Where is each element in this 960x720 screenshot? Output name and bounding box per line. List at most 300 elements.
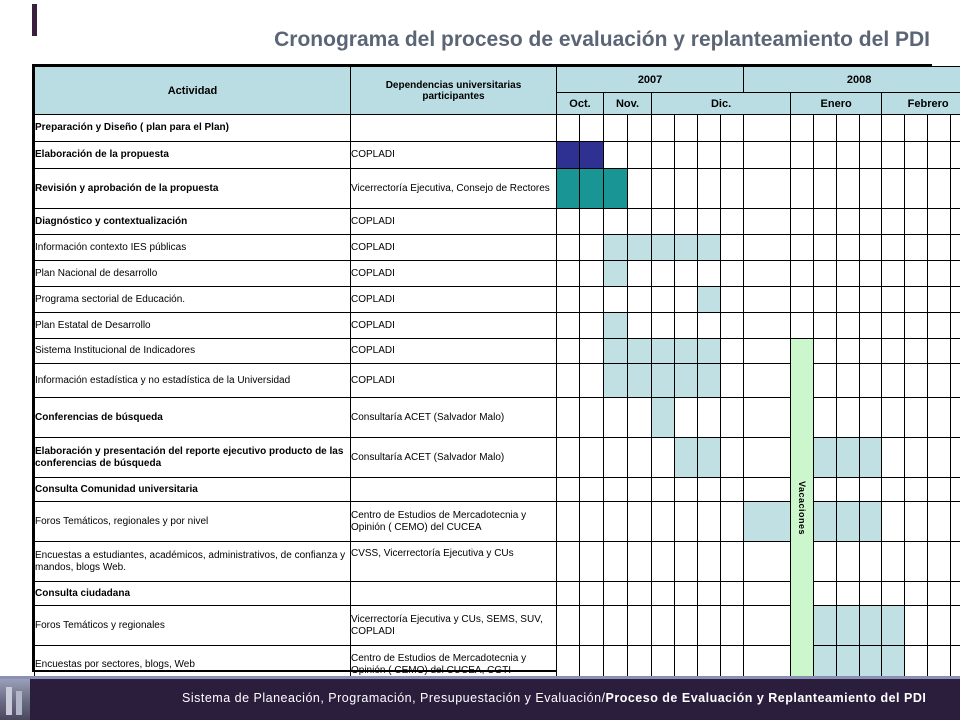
week-cell <box>628 115 652 142</box>
week-cell <box>698 582 721 606</box>
row-activity: Plan Nacional de desarrollo <box>35 261 351 287</box>
week-cell <box>928 169 951 209</box>
schedule-bar <box>557 142 580 169</box>
week-cell <box>928 438 951 478</box>
row-dependency: Consultaría ACET (Salvador Malo) <box>351 398 557 438</box>
week-cell <box>814 364 837 398</box>
week-cell <box>675 398 698 438</box>
row-activity: Consulta Comunidad universitaria <box>35 478 351 502</box>
schedule-bar <box>652 364 675 398</box>
week-cell <box>860 398 882 438</box>
row-activity: Foros Temáticos, regionales y por nivel <box>35 502 351 542</box>
week-cell <box>675 115 698 142</box>
row-dependency: COPLADI <box>351 235 557 261</box>
week-cell <box>628 606 652 646</box>
week-cell <box>698 261 721 287</box>
week-cell <box>721 235 744 261</box>
schedule-bar <box>882 606 905 646</box>
row-activity: Información contexto IES públicas <box>35 235 351 261</box>
week-cell <box>628 169 652 209</box>
week-cell <box>604 542 628 582</box>
row-activity: Preparación y Diseño ( plan para el Plan) <box>35 115 351 142</box>
schedule-bar <box>652 339 675 364</box>
header-month-enero: Enero <box>791 93 882 115</box>
schedule-bar <box>557 169 580 209</box>
week-cell <box>675 582 698 606</box>
row-activity: Sistema Institucional de Indicadores <box>35 339 351 364</box>
week-cell <box>744 542 791 582</box>
week-cell <box>604 438 628 478</box>
week-cell <box>628 287 652 313</box>
week-cell <box>951 364 960 398</box>
row-dependency: COPLADI <box>351 313 557 339</box>
week-cell <box>580 478 604 502</box>
schedule-bar <box>698 287 721 313</box>
week-cell <box>698 478 721 502</box>
week-cell <box>721 398 744 438</box>
schedule-bar <box>698 438 721 478</box>
week-cell <box>814 582 837 606</box>
week-cell <box>814 169 837 209</box>
week-cell <box>604 478 628 502</box>
week-cell <box>928 364 951 398</box>
week-cell <box>837 542 860 582</box>
week-cell <box>837 209 860 235</box>
week-cell <box>698 542 721 582</box>
week-cell <box>628 261 652 287</box>
week-cell <box>951 142 960 169</box>
week-cell <box>580 438 604 478</box>
week-cell <box>951 398 960 438</box>
building-photo <box>0 679 30 720</box>
week-cell <box>744 339 791 364</box>
week-cell <box>905 502 928 542</box>
row-dependency: COPLADI <box>351 364 557 398</box>
week-cell <box>604 502 628 542</box>
week-cell <box>928 287 951 313</box>
week-cell <box>928 313 951 339</box>
header-month-nov: Nov. <box>604 93 652 115</box>
row-activity: Foros Temáticos y regionales <box>35 606 351 646</box>
week-cell <box>628 398 652 438</box>
week-cell <box>860 478 882 502</box>
week-cell <box>905 142 928 169</box>
week-cell <box>905 169 928 209</box>
week-cell <box>628 313 652 339</box>
week-cell <box>837 339 860 364</box>
week-cell <box>721 287 744 313</box>
week-cell <box>628 209 652 235</box>
week-cell <box>698 313 721 339</box>
row-dependency: COPLADI <box>351 287 557 313</box>
week-cell <box>652 502 675 542</box>
week-cell <box>675 542 698 582</box>
week-cell <box>951 339 960 364</box>
row-activity: Encuestas a estudiantes, académicos, administrativos, de confianza y mandos, blogs Web. <box>35 542 351 582</box>
week-cell <box>882 209 905 235</box>
week-cell <box>837 142 860 169</box>
week-cell <box>882 542 905 582</box>
schedule-bar <box>860 502 882 542</box>
week-cell <box>721 261 744 287</box>
week-cell <box>951 115 960 142</box>
week-cell <box>557 313 580 339</box>
header-dependencies: Dependencias universitarias participantes <box>351 67 557 115</box>
week-cell <box>721 142 744 169</box>
week-cell <box>905 542 928 582</box>
header-year-2008: 2008 <box>744 67 960 93</box>
week-cell <box>860 169 882 209</box>
week-cell <box>721 438 744 478</box>
week-cell <box>791 169 814 209</box>
footer-text <box>182 691 926 705</box>
week-cell <box>951 235 960 261</box>
week-cell <box>951 542 960 582</box>
schedule-bar <box>652 398 675 438</box>
week-cell <box>721 542 744 582</box>
week-cell <box>928 261 951 287</box>
week-cell <box>860 209 882 235</box>
week-cell <box>698 606 721 646</box>
row-dependency: COPLADI <box>351 142 557 169</box>
week-cell <box>814 398 837 438</box>
week-cell <box>791 209 814 235</box>
week-cell <box>882 261 905 287</box>
week-cell <box>951 502 960 542</box>
row-activity: Información estadística y no estadística de la Universidad <box>35 364 351 398</box>
week-cell <box>675 313 698 339</box>
week-cell <box>557 438 580 478</box>
week-cell <box>905 364 928 398</box>
week-cell <box>628 142 652 169</box>
week-cell <box>882 582 905 606</box>
week-cell <box>928 209 951 235</box>
week-cell <box>557 287 580 313</box>
week-cell <box>675 142 698 169</box>
schedule-bar <box>698 339 721 364</box>
schedule-bar <box>604 169 628 209</box>
week-cell <box>905 582 928 606</box>
week-cell <box>721 209 744 235</box>
week-cell <box>698 398 721 438</box>
row-dependency <box>351 115 557 142</box>
row-activity: Programa sectorial de Educación. <box>35 287 351 313</box>
row-dependency: Vicerrectoría Ejecutiva y CUs, SEMS, SUV, COPLADI <box>351 606 557 646</box>
week-cell <box>557 339 580 364</box>
week-cell <box>675 502 698 542</box>
week-cell <box>928 582 951 606</box>
week-cell <box>652 287 675 313</box>
row-activity: Revisión y aprobación de la propuesta <box>35 169 351 209</box>
week-cell <box>928 398 951 438</box>
schedule-bar <box>604 261 628 287</box>
week-cell <box>905 115 928 142</box>
week-cell <box>628 502 652 542</box>
week-cell <box>791 235 814 261</box>
row-activity: Consulta ciudadana <box>35 582 351 606</box>
schedule-bar <box>580 142 604 169</box>
week-cell <box>928 542 951 582</box>
week-cell <box>837 398 860 438</box>
schedule-bar <box>814 502 837 542</box>
week-cell <box>744 364 791 398</box>
week-cell <box>580 287 604 313</box>
week-cell <box>882 287 905 313</box>
week-cell <box>905 339 928 364</box>
week-cell <box>604 606 628 646</box>
week-cell <box>951 261 960 287</box>
vacation-label: Vacaciones <box>797 481 808 536</box>
week-cell <box>604 115 628 142</box>
week-cell <box>860 542 882 582</box>
schedule-bar <box>628 364 652 398</box>
week-cell <box>604 582 628 606</box>
schedule-bar <box>698 364 721 398</box>
week-cell <box>791 313 814 339</box>
week-cell <box>882 478 905 502</box>
week-cell <box>905 478 928 502</box>
week-cell <box>628 582 652 606</box>
week-cell <box>928 606 951 646</box>
header-activity: Actividad <box>35 67 351 115</box>
week-cell <box>860 364 882 398</box>
week-cell <box>882 235 905 261</box>
week-cell <box>721 169 744 209</box>
week-cell <box>860 339 882 364</box>
week-cell <box>837 364 860 398</box>
schedule-bar <box>604 339 628 364</box>
schedule-bar <box>698 235 721 261</box>
week-cell <box>882 169 905 209</box>
week-cell <box>860 261 882 287</box>
schedule-bar <box>837 502 860 542</box>
week-cell <box>928 142 951 169</box>
week-cell <box>652 261 675 287</box>
week-cell <box>557 261 580 287</box>
schedule-bar <box>604 313 628 339</box>
week-cell <box>814 339 837 364</box>
week-cell <box>951 438 960 478</box>
week-cell <box>580 364 604 398</box>
week-cell <box>860 313 882 339</box>
week-cell <box>814 209 837 235</box>
week-cell <box>837 313 860 339</box>
week-cell <box>698 142 721 169</box>
row-dependency: COPLADI <box>351 261 557 287</box>
week-cell <box>675 287 698 313</box>
week-cell <box>837 287 860 313</box>
week-cell <box>837 115 860 142</box>
week-cell <box>814 287 837 313</box>
week-cell <box>580 398 604 438</box>
week-cell <box>580 339 604 364</box>
schedule-bar <box>675 364 698 398</box>
week-cell <box>675 261 698 287</box>
week-cell <box>860 582 882 606</box>
week-cell <box>791 115 814 142</box>
footer-text-bold: Proceso de Evaluación y Replanteamiento del PDI <box>605 691 927 705</box>
week-cell <box>882 142 905 169</box>
schedule-bar <box>814 606 837 646</box>
week-cell <box>744 115 791 142</box>
schedule-bar <box>837 606 860 646</box>
week-cell <box>744 142 791 169</box>
row-dependency: Vicerrectoría Ejecutiva, Consejo de Rectores <box>351 169 557 209</box>
week-cell <box>628 438 652 478</box>
week-cell <box>951 606 960 646</box>
week-cell <box>744 287 791 313</box>
row-dependency: Centro de Estudios de Mercadotecnia y Opinión ( CEMO) del CUCEA <box>351 502 557 542</box>
week-cell <box>652 115 675 142</box>
week-cell <box>721 364 744 398</box>
week-cell <box>604 398 628 438</box>
week-cell <box>860 235 882 261</box>
week-cell <box>837 169 860 209</box>
week-cell <box>604 209 628 235</box>
week-cell <box>882 115 905 142</box>
week-cell <box>928 339 951 364</box>
week-cell <box>652 313 675 339</box>
week-cell <box>814 542 837 582</box>
week-cell <box>882 502 905 542</box>
week-cell <box>557 398 580 438</box>
week-cell <box>744 313 791 339</box>
week-cell <box>652 478 675 502</box>
schedule-bar <box>814 438 837 478</box>
week-cell <box>951 169 960 209</box>
week-cell <box>860 287 882 313</box>
week-cell <box>905 287 928 313</box>
footer-bar <box>0 676 960 720</box>
week-cell <box>675 606 698 646</box>
week-cell <box>580 235 604 261</box>
week-cell <box>721 115 744 142</box>
week-cell <box>928 502 951 542</box>
week-cell <box>652 582 675 606</box>
week-cell <box>652 438 675 478</box>
week-cell <box>652 606 675 646</box>
schedule-bar <box>675 339 698 364</box>
week-cell <box>557 606 580 646</box>
week-cell <box>814 142 837 169</box>
week-cell <box>905 261 928 287</box>
vacation-block <box>791 339 814 684</box>
header-month-febrero: Febrero <box>882 93 960 115</box>
footer-text-normal: Sistema de Planeación, Programación, Presupuestación y Evaluación/ <box>182 691 606 705</box>
week-cell <box>951 478 960 502</box>
week-cell <box>905 235 928 261</box>
week-cell <box>580 115 604 142</box>
week-cell <box>675 478 698 502</box>
week-cell <box>814 115 837 142</box>
week-cell <box>580 582 604 606</box>
week-cell <box>744 398 791 438</box>
schedule-bar <box>628 339 652 364</box>
week-cell <box>628 542 652 582</box>
row-dependency: CVSS, Vicerrectoría Ejecutiva y CUs <box>351 542 557 582</box>
week-cell <box>905 209 928 235</box>
week-cell <box>791 287 814 313</box>
row-activity: Encuestas por sectores, blogs, Web <box>35 646 351 684</box>
week-cell <box>882 438 905 478</box>
week-cell <box>860 142 882 169</box>
schedule-bar <box>837 438 860 478</box>
week-cell <box>628 478 652 502</box>
week-cell <box>580 542 604 582</box>
schedule-bar <box>860 438 882 478</box>
week-cell <box>837 261 860 287</box>
week-cell <box>721 313 744 339</box>
schedule-bar <box>675 235 698 261</box>
week-cell <box>882 398 905 438</box>
schedule-bar <box>652 235 675 261</box>
week-cell <box>580 209 604 235</box>
schedule-bar <box>675 438 698 478</box>
week-cell <box>814 478 837 502</box>
schedule-table-frame <box>32 64 949 676</box>
week-cell <box>951 209 960 235</box>
schedule-bar <box>860 606 882 646</box>
week-cell <box>698 169 721 209</box>
row-activity: Diagnóstico y contextualización <box>35 209 351 235</box>
week-cell <box>905 398 928 438</box>
week-cell <box>721 582 744 606</box>
week-cell <box>604 142 628 169</box>
week-cell <box>675 169 698 209</box>
schedule-bar <box>604 235 628 261</box>
week-cell <box>580 313 604 339</box>
week-cell <box>580 502 604 542</box>
week-cell <box>837 478 860 502</box>
week-cell <box>744 582 791 606</box>
week-cell <box>791 261 814 287</box>
header-month-oct: Oct. <box>557 93 604 115</box>
week-cell <box>557 542 580 582</box>
week-cell <box>814 235 837 261</box>
row-dependency <box>351 478 557 502</box>
week-cell <box>814 261 837 287</box>
week-cell <box>744 261 791 287</box>
week-cell <box>652 142 675 169</box>
header-year-2007: 2007 <box>557 67 744 93</box>
week-cell <box>698 502 721 542</box>
week-cell <box>837 235 860 261</box>
week-cell <box>860 115 882 142</box>
row-dependency: Consultaría ACET (Salvador Malo) <box>351 438 557 478</box>
week-cell <box>882 364 905 398</box>
row-dependency: Centro de Estudios de Mercadotecnia y Opinión ( CEMO) del CUCEA, CGTI <box>351 646 557 684</box>
schedule-table <box>34 66 960 684</box>
week-cell <box>882 313 905 339</box>
week-cell <box>951 287 960 313</box>
week-cell <box>928 478 951 502</box>
week-cell <box>744 209 791 235</box>
schedule-bar <box>604 364 628 398</box>
week-cell <box>698 209 721 235</box>
week-cell <box>905 606 928 646</box>
week-cell <box>744 169 791 209</box>
week-cell <box>557 115 580 142</box>
week-cell <box>928 115 951 142</box>
week-cell <box>652 209 675 235</box>
week-cell <box>721 478 744 502</box>
week-cell <box>744 606 791 646</box>
week-cell <box>791 142 814 169</box>
week-cell <box>744 235 791 261</box>
schedule-bar <box>628 235 652 261</box>
week-cell <box>557 478 580 502</box>
week-cell <box>814 313 837 339</box>
